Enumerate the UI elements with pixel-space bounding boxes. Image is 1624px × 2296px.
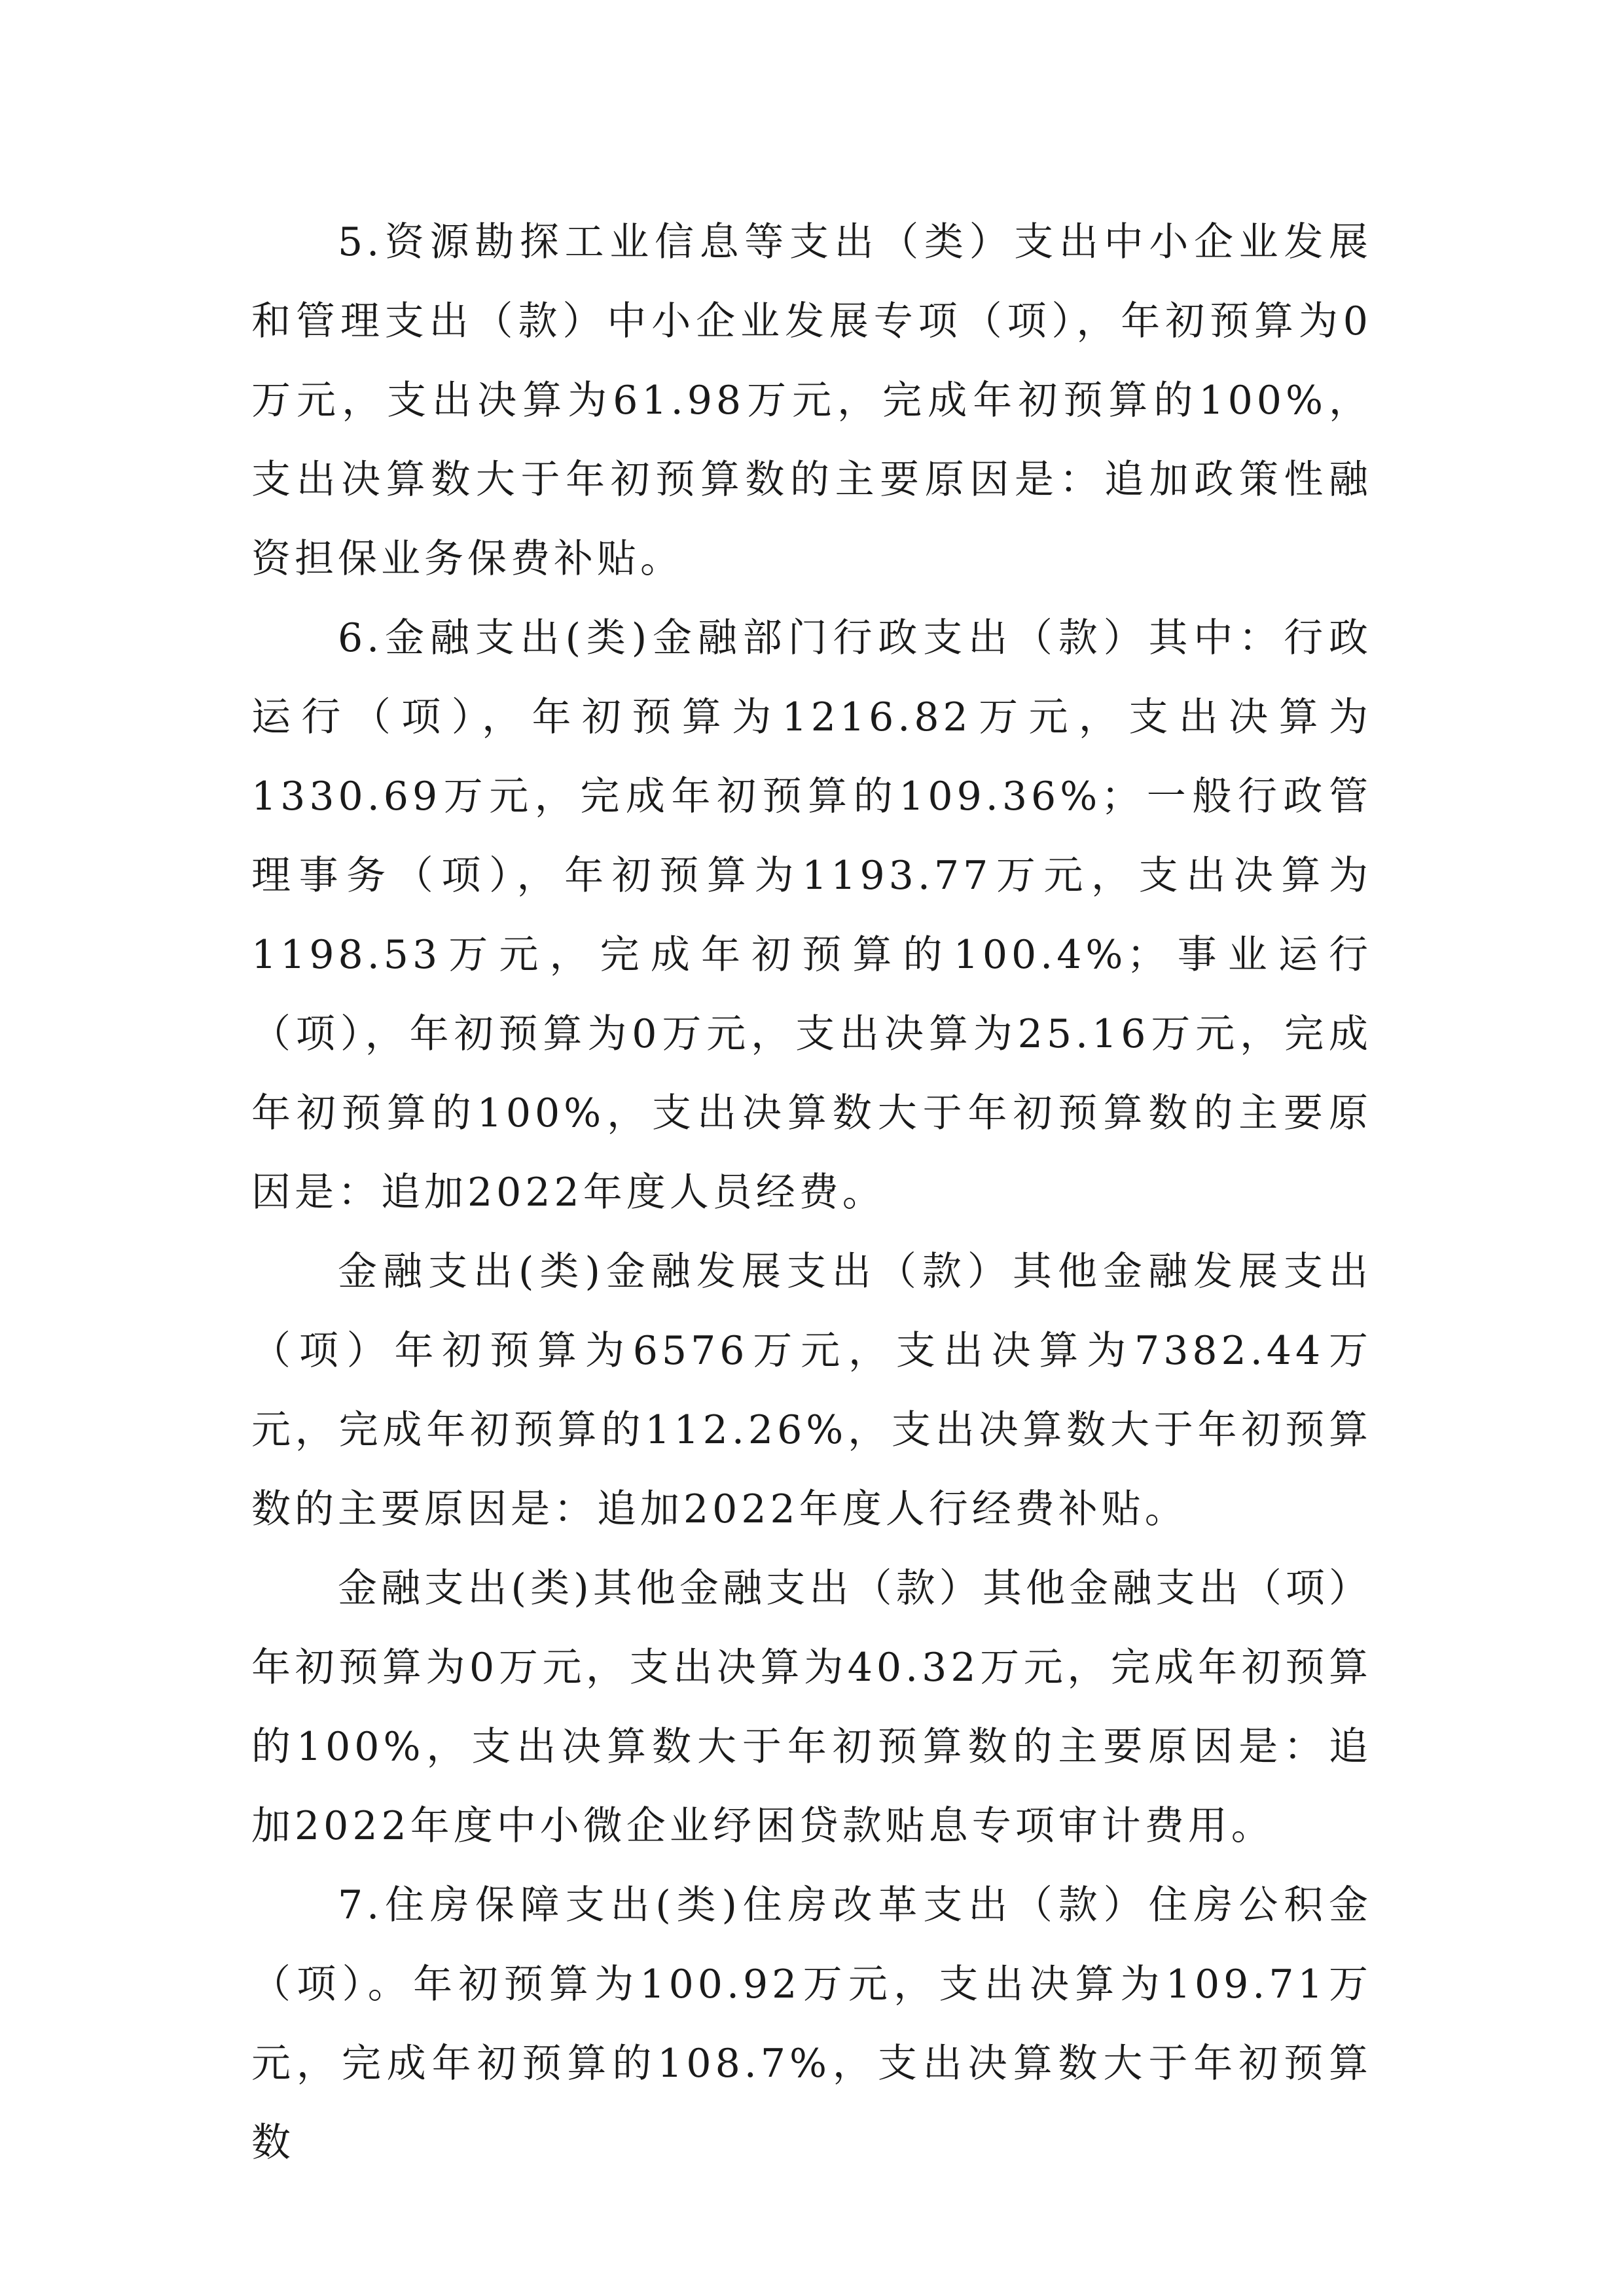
paragraph-housing: 7.住房保障支出(类)住房改革支出（款）住房公积金（项）。年初预算为100.92万元，支出决算为109.71万元，完成年初预算的108.7%，支出决算数大于年初预算数 <box>251 1882 1372 2166</box>
paragraph-resource-exploration: 5.资源勘探工业信息等支出（类）支出中小企业发展和管理支出（款）中小企业发展专项（项），年初预算为0万元，支出决算为61.98万元，完成年初预算的100%，支出决算数大于年初预算数的主要原因是：追加政策性融资担保业务保费补贴。 <box>251 219 1372 582</box>
paragraph-finance-admin: 6.金融支出(类)金融部门行政支出（款）其中：行政运行（项），年初预算为1216.82万元，支出决算为1330.69万元，完成年初预算的109.36%；一般行政管理事务（项），年初预算为1193.77万元，支出决算为1198.53万元，完成年初预算的100.4%；事业运行（项），年初预算为0万元，支出决算为25.16万元，完成年初预算的100%，支出决算数大于年初预算数的主要原因是：追加2022年度人员经费。 <box>251 615 1372 1215</box>
paragraph-finance-development: 金融支出(类)金融发展支出（款）其他金融发展支出（项）年初预算为6576万元，支出决算为7382.44万元，完成年初预算的112.26%，支出决算数大于年初预算数的主要原因是：追加2022年度人行经费补贴。 <box>251 1249 1372 1532</box>
paragraph-other-finance: 金融支出(类)其他金融支出（款）其他金融支出（项）年初预算为0万元，支出决算为40.32万元，完成年初预算的100%，支出决算数大于年初预算数的主要原因是：追加2022年度中小微企业纾困贷款贴息专项审计费用。 <box>251 1566 1372 1849</box>
document-body <box>251 203 1372 2183</box>
